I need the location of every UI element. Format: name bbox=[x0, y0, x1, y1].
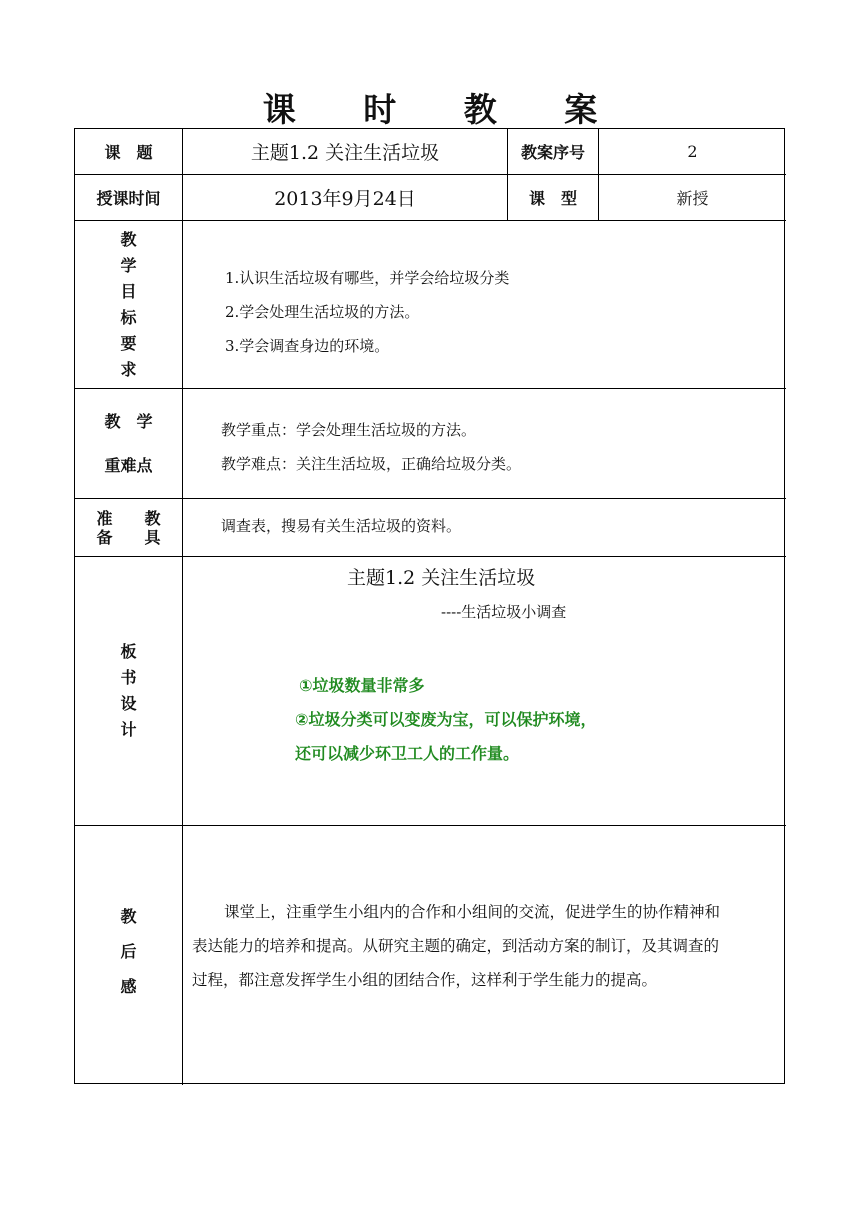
board-point: 还可以减少环卫工人的工作量。 bbox=[295, 744, 520, 763]
preparation-label-line: 备 具 bbox=[96, 527, 161, 547]
reflection-label-char: 后 bbox=[120, 942, 137, 961]
key-points-content bbox=[221, 413, 521, 481]
key-point: 教学重点：学会处理生活垃圾的方法。 bbox=[221, 421, 477, 439]
difficult-point: 教学难点：关注生活垃圾，正确给垃圾分类。 bbox=[221, 455, 522, 473]
preparation-label bbox=[75, 499, 182, 556]
objectives-label-char: 标 bbox=[120, 307, 137, 327]
objective-item: 1.认识生活垃圾有哪些，并学会给垃圾分类 bbox=[225, 269, 510, 287]
reflection-label bbox=[75, 826, 182, 1085]
board-title: 主题1.2 关注生活垃圾 bbox=[347, 567, 536, 589]
objectives-list bbox=[225, 261, 509, 363]
reflection-text bbox=[192, 895, 782, 997]
reflection-line: 表达能力的培养和提高。从研究主题的确定，到活动方案的制订，及其调查的 bbox=[192, 937, 720, 955]
board-label-char: 书 bbox=[120, 668, 137, 687]
board-design-label bbox=[75, 557, 182, 825]
topic-value: 主题1.2 关注生活垃圾 bbox=[250, 142, 440, 164]
board-subtitle: ----生活垃圾小调查 bbox=[441, 603, 567, 621]
time-value: 2013年9月24日 bbox=[274, 188, 416, 210]
column-divider bbox=[182, 129, 183, 1085]
board-point: ②垃圾分类可以变废为宝，可以保护环境， bbox=[295, 710, 597, 729]
objectives-label-char: 学 bbox=[120, 255, 137, 275]
objectives-label-char: 教 bbox=[120, 229, 137, 249]
sequence-value: 2 bbox=[687, 142, 698, 161]
lesson-plan-table bbox=[74, 128, 785, 1084]
board-point: ①垃圾数量非常多 bbox=[299, 676, 425, 695]
reflection-label-char: 感 bbox=[120, 977, 137, 996]
objectives-label-char: 目 bbox=[120, 281, 137, 301]
key-points-label-line: 教 学 bbox=[104, 411, 153, 431]
objective-item: 3.学会调查身边的环境。 bbox=[225, 337, 390, 355]
lesson-type-label: 课 型 bbox=[528, 189, 577, 208]
board-points bbox=[295, 669, 597, 771]
lesson-type-value: 新授 bbox=[676, 189, 709, 208]
objectives-label bbox=[75, 221, 182, 388]
board-label-char: 设 bbox=[120, 694, 137, 713]
topic-label: 课 题 bbox=[104, 143, 153, 162]
objectives-label-char: 求 bbox=[120, 359, 137, 379]
preparation-label-line: 准 教 bbox=[96, 508, 161, 528]
reflection-label-char: 教 bbox=[120, 907, 137, 926]
objectives-label-char: 要 bbox=[120, 333, 137, 353]
reflection-line: 过程，都注意发挥学生小组的团结合作，这样利于学生能力的提高。 bbox=[192, 971, 658, 989]
board-label-char: 计 bbox=[120, 720, 137, 739]
preparation-value: 调查表，搜易有关生活垃圾的资料。 bbox=[221, 517, 462, 535]
objective-item: 2.学会处理生活垃圾的方法。 bbox=[225, 303, 420, 321]
key-points-label bbox=[75, 389, 182, 498]
document-title: 课 时 教 案 bbox=[262, 90, 626, 129]
key-points-label-line: 重难点 bbox=[104, 455, 153, 475]
time-label: 授课时间 bbox=[96, 189, 161, 208]
reflection-line: 课堂上，注重学生小组内的合作和小组间的交流，促进学生的协作精神和 bbox=[224, 903, 721, 921]
sequence-label: 教案序号 bbox=[520, 143, 585, 162]
board-label-char: 板 bbox=[120, 642, 137, 661]
